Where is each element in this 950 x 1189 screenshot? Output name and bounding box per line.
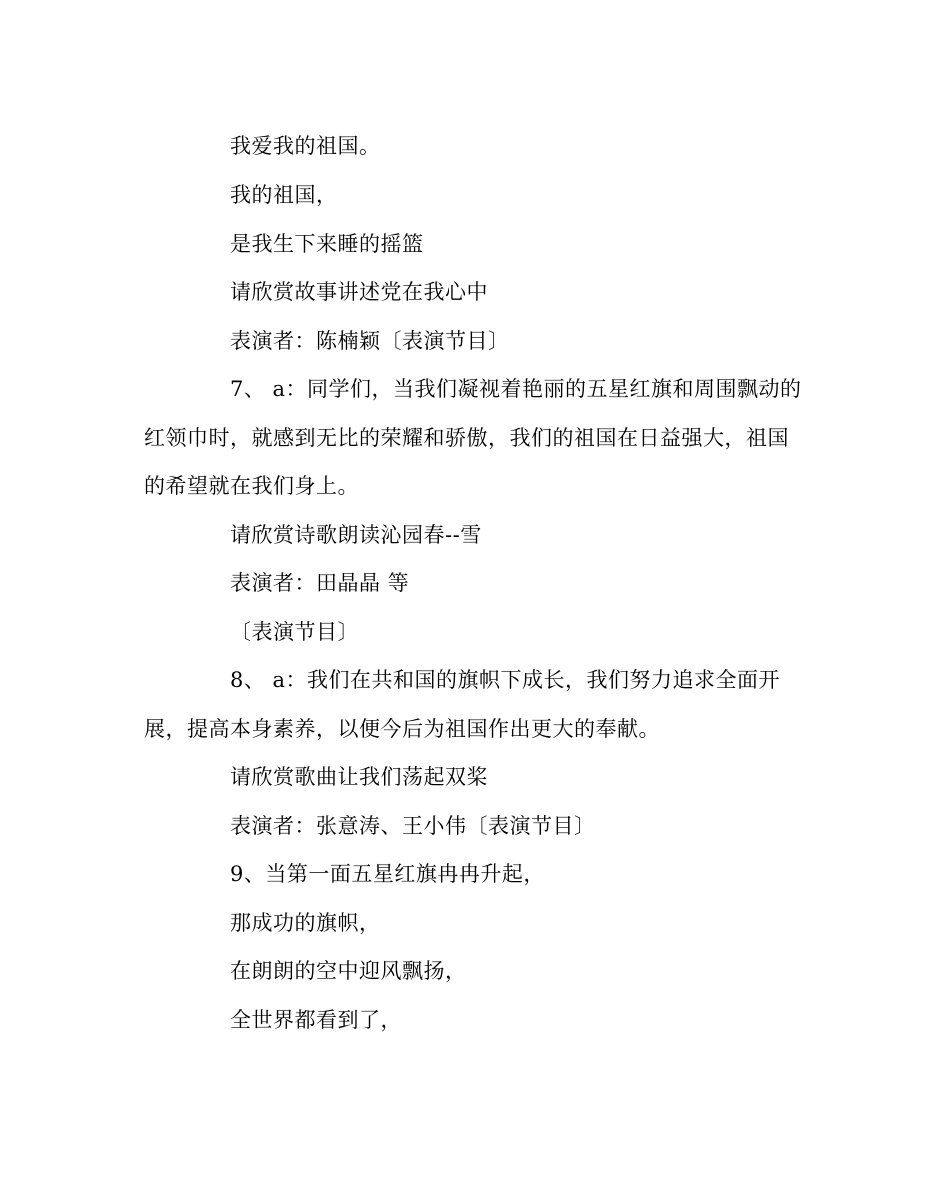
paragraph-line: 的希望就在我们身上。 <box>144 474 359 498</box>
text-line: 表演者：张意涛、王小伟〔表演节目〕 <box>230 814 596 838</box>
text-line: 表演者：陈楠颖〔表演节目〕 <box>230 329 510 353</box>
paragraph-line: 7、 a：同学们，当我们凝视着艳丽的五星红旗和周围飘动的 <box>230 377 802 401</box>
text-line: 我的祖国， <box>230 183 338 207</box>
text-line: 请欣赏诗歌朗读沁园春--雪 <box>230 523 482 547</box>
text-line: 请欣赏故事讲述党在我心中 <box>230 280 488 304</box>
text-line: 那成功的旗帜， <box>230 911 381 935</box>
paragraph-line: 8、 a：我们在共和国的旗帜下成长，我们努力追求全面开 <box>230 668 781 692</box>
text-line: 全世界都看到了， <box>230 1008 402 1032</box>
paragraph-line: 红领巾时，就感到无比的荣耀和骄傲，我们的祖国在日益强大，祖国 <box>144 426 789 450</box>
text-line: 我爱我的祖国。 <box>230 134 381 158</box>
text-line: 表演者：田晶晶 等 <box>230 571 410 595</box>
text-line: 9、当第一面五星红旗冉冉升起， <box>230 862 545 886</box>
text-line: 是我生下来睡的摇篮 <box>230 232 424 256</box>
text-line: 请欣赏歌曲让我们荡起双桨 <box>230 765 488 789</box>
text-line: 在朗朗的空中迎风飘扬， <box>230 959 467 983</box>
text-line: 〔表演节目〕 <box>230 620 359 644</box>
paragraph-line: 展，提高本身素养，以便今后为祖国作出更大的奉献。 <box>144 717 660 741</box>
